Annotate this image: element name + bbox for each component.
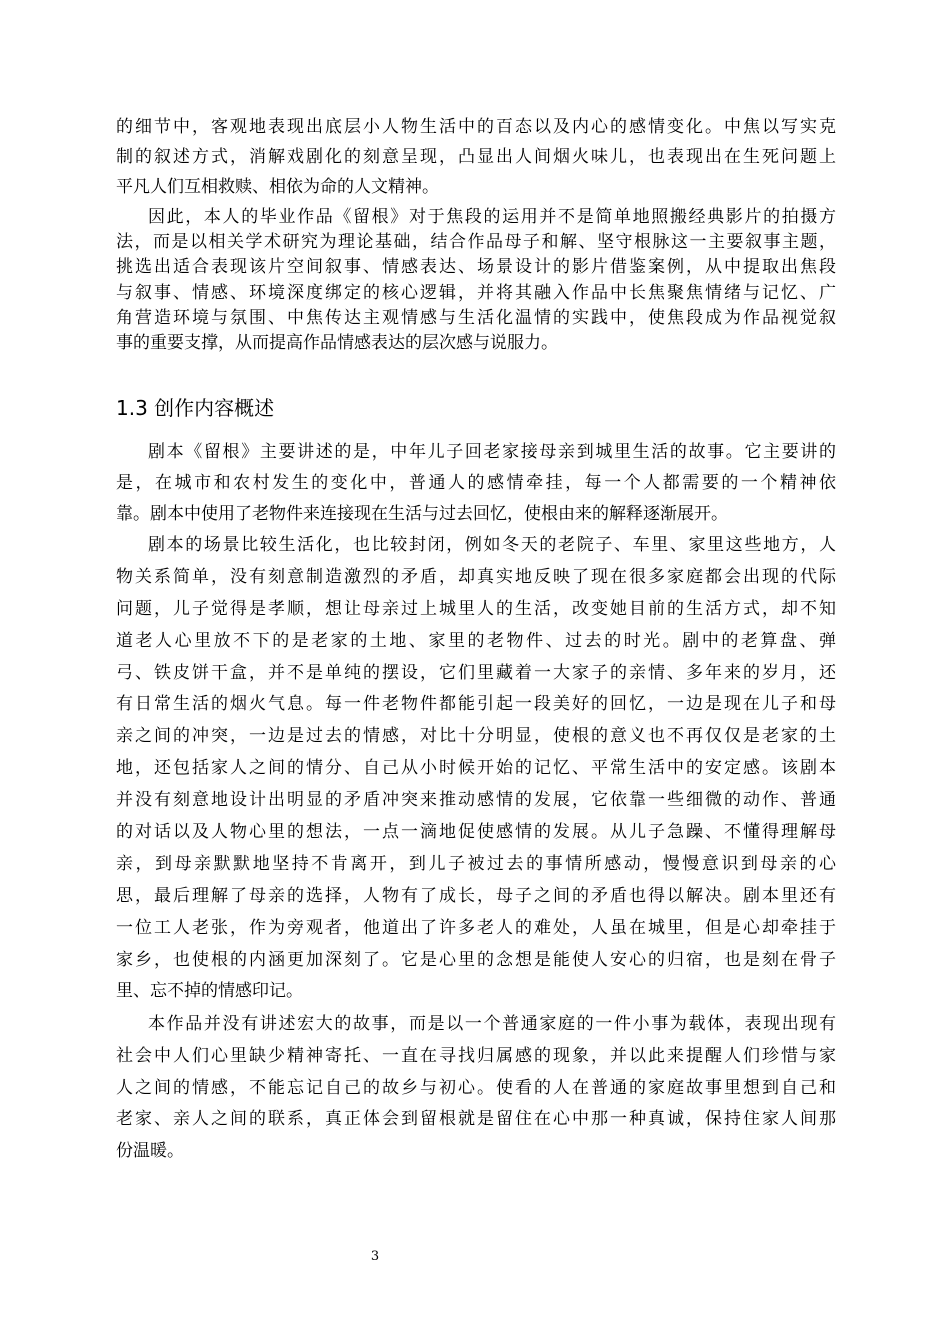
text-line: 角营造环境与氛围、中焦传达主观情感与生活化温情的实践中，使焦段成为作品视觉叙 <box>116 307 836 328</box>
text-line: 制的叙述方式，消解戏剧化的刻意呈现，凸显出人间烟火味儿，也表现出在生死问题上 <box>116 147 836 167</box>
text-line: 物关系简单，没有刻意制造激烈的矛盾，却真实地反映了现在很多家庭都会出现的代际 <box>116 566 836 587</box>
text-line: 弓、铁皮饼干盒，并不是单纯的摆设，它们里藏着一大家子的亲情、多年来的岁月，还 <box>116 662 836 683</box>
text-line: 挑选出适合表现该片空间叙事、情感表达、场景设计的影片借鉴案例，从中提取出焦段 <box>116 257 836 278</box>
text-line: 剧本的场景比较生活化，也比较封闭，例如冬天的老院子、车里、家里这些地方，人 <box>148 535 836 555</box>
text-line: 是，在城市和农村发生的变化中，普通人的感情牵挂，每一个人都需要的一个精神依 <box>116 473 836 493</box>
text-line: 地，还包括家人之间的情分、自己从小时候开始的记忆、平常生活中的安定感。该剧本 <box>116 758 836 779</box>
text-line: 剧本《留根》主要讲述的是，中年儿子回老家接母亲到城里生活的故事。它主要讲的 <box>148 442 836 462</box>
text-line: 思，最后理解了母亲的选择，人物有了成长，母子之间的矛盾也得以解决。剧本里还有 <box>116 885 836 906</box>
text-line: 道老人心里放不下的是老家的土地、家里的老物件、过去的时光。剧中的老算盘、弹 <box>116 630 836 651</box>
text-line: 因此，本人的毕业作品《留根》对于焦段的运用并不是简单地照搬经典影片的拍摄方 <box>148 207 836 227</box>
text-line: 人之间的情感，不能忘记自己的故乡与初心。使看的人在普通的家庭故事里想到自己和 <box>116 1077 836 1098</box>
text-line: 社会中人们心里缺少精神寄托、一直在寻找归属感的现象，并以此来提醒人们珍惜与家 <box>116 1045 836 1066</box>
text-line: 老家、亲人之间的联系，真正体会到留根就是留住在心中那一种真诚，保持住家人间那 <box>116 1109 836 1130</box>
text-line: 与叙事、情感、环境深度绑定的核心逻辑，并将其融入作品中长焦聚焦情绪与记忆、广 <box>116 282 836 303</box>
paragraph-focal-length <box>116 205 836 356</box>
text-line: 本作品并没有讲述宏大的故事，而是以一个普通家庭的一件小事为载体，表现出现有 <box>148 1014 836 1034</box>
text-line: 一位工人老张，作为旁观者，他道出了许多老人的难处，人虽在城里，但是心却牵挂于 <box>116 917 836 938</box>
text-line: 问题，儿子觉得是孝顺，想让母亲过上城里人的生活，改变她目前的生活方式，却不知 <box>116 598 836 619</box>
paragraph-script-scenes <box>116 530 836 1008</box>
paragraph-work-meaning <box>116 1009 836 1168</box>
text-line: 家乡，也使根的内涵更加深刻了。它是心里的念想是能使人安心的归宿，也是刻在骨子 <box>116 949 836 970</box>
text-line: 里、忘不掉的情感印记。 <box>116 981 303 1002</box>
text-line: 并没有刻意地设计出明显的矛盾冲突来推动感情的发展，它依靠一些细微的动作、普通 <box>116 790 836 811</box>
text-line: 平凡人们互相救赎、相依为命的人文精神。 <box>116 177 439 197</box>
text-line: 亲之间的冲突，一边是过去的情感，对比十分明显，使根的意义也不再仅仅是老家的土 <box>116 726 836 747</box>
paragraph-continuation <box>116 112 836 202</box>
page-number: 3 <box>370 1249 380 1264</box>
text-line: 法，而是以相关学术研究为理论基础，结合作品母子和解、坚守根脉这一主要叙事主题， <box>116 232 836 253</box>
text-line: 份温暖。 <box>116 1141 184 1161</box>
section-heading: 1.3 创作内容概述 <box>116 396 275 420</box>
paragraph-script-summary <box>116 437 836 530</box>
text-line: 事的重要支撑，从而提高作品情感表达的层次感与说服力。 <box>116 332 558 353</box>
text-line: 的对话以及人物心里的想法，一点一滴地促使感情的发展。从儿子急躁、不懂得理解母 <box>116 822 836 843</box>
text-line: 亲，到母亲默默地坚持不肯离开，到儿子被过去的事情所感动，慢慢意识到母亲的心 <box>116 853 836 874</box>
text-line: 靠。剧本中使用了老物件来连接现在生活与过去回忆，使根由来的解释逐渐展开。 <box>116 504 728 524</box>
text-line: 有日常生活的烟火气息。每一件老物件都能引起一段美好的回忆，一边是现在儿子和母 <box>116 694 836 715</box>
text-line: 的细节中，客观地表现出底层小人物生活中的百态以及内心的感情变化。中焦以写实克 <box>116 117 836 137</box>
